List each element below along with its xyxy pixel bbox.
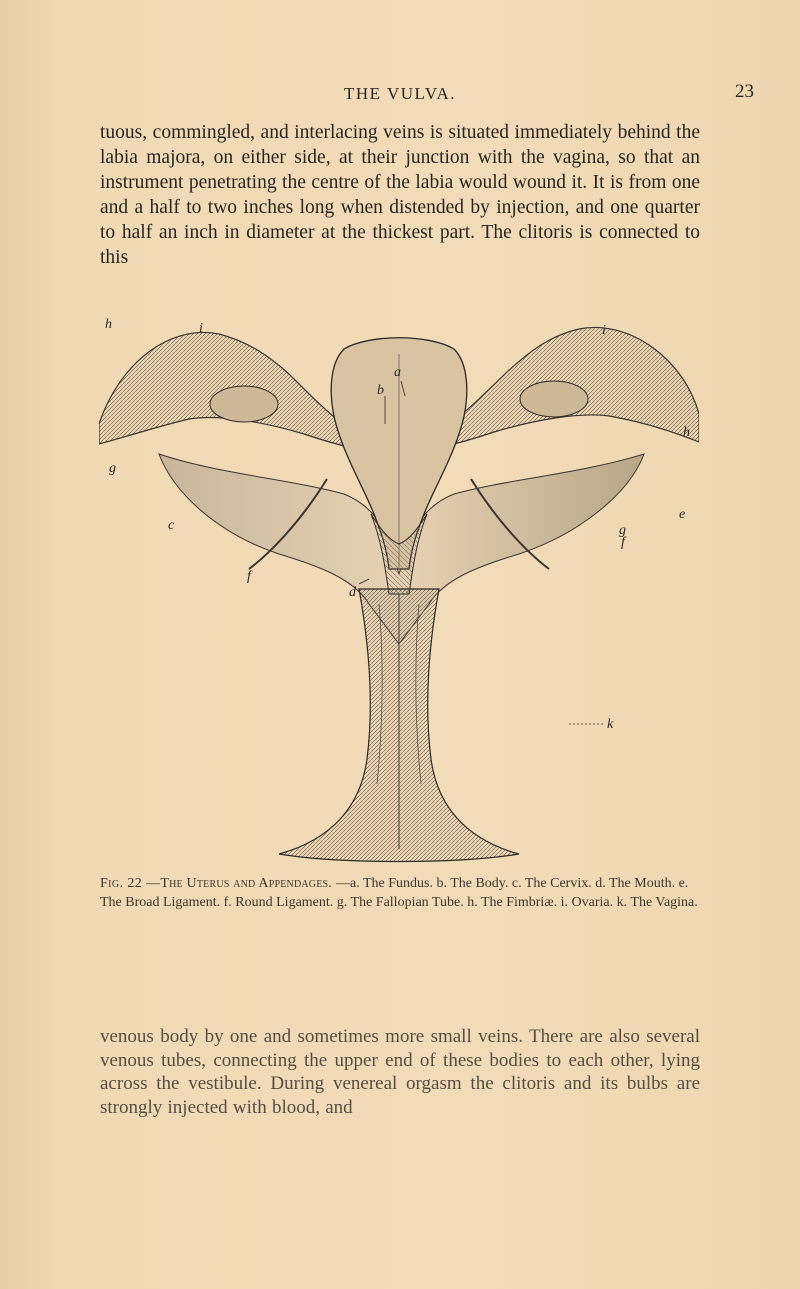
label-g-left: g	[109, 461, 116, 476]
label-f-left: f	[247, 569, 251, 584]
label-b: b	[377, 383, 384, 398]
caption-figure-label: Fig. 22	[100, 876, 143, 891]
label-g-right: g	[619, 523, 626, 538]
body-paragraph-bottom	[100, 1025, 700, 1119]
label-i-left: i	[199, 321, 203, 336]
caption-title: —The Uterus and Appendages.	[146, 876, 332, 891]
label-h-left: h	[105, 317, 112, 332]
label-i-right: i	[602, 323, 606, 338]
label-k: k	[607, 717, 614, 732]
label-h-right: h	[683, 425, 690, 440]
page-number: 23	[735, 81, 754, 102]
running-header: THE VULVA.	[344, 84, 456, 103]
left-ovary	[210, 386, 278, 422]
paragraph-top-text: tuous, commingled, and interlacing veins is situated immediately behind the labia majora, on either side, at their junction with the vagina, so that an instrument penetrating the centre of the labia would wound it. It is from one and a half to two inches long when distended by injection, and one quarter to half an inch in diameter at the thickest part. The clitoris is connected to this	[100, 122, 700, 268]
label-c: c	[168, 518, 175, 533]
label-d: d	[349, 585, 356, 600]
right-ovary	[520, 381, 588, 417]
label-e: e	[679, 507, 686, 522]
body-paragraph-top	[100, 120, 700, 270]
figure-caption	[100, 874, 700, 912]
label-a: a	[394, 365, 401, 380]
paragraph-bottom-text: venous body by one and sometimes more small veins. There are also several venous tubes, connecting the upper end of these bodies to each other, lying across the vestibule. During venereal orgasm the clitoris and its bulbs are strongly injected with blood, and	[100, 1026, 700, 1118]
caption-description: —a. The Fundus. b. The Body. c. The Cervix. d. The Mouth. e. The Broad Ligament. f. Round Ligament. g. The Fallopian Tube. h. The Fimbriæ. i. Ovaria. k. The Vagina.	[100, 876, 698, 910]
uterus-illustration	[99, 304, 699, 874]
label-f-right: f	[621, 535, 625, 550]
